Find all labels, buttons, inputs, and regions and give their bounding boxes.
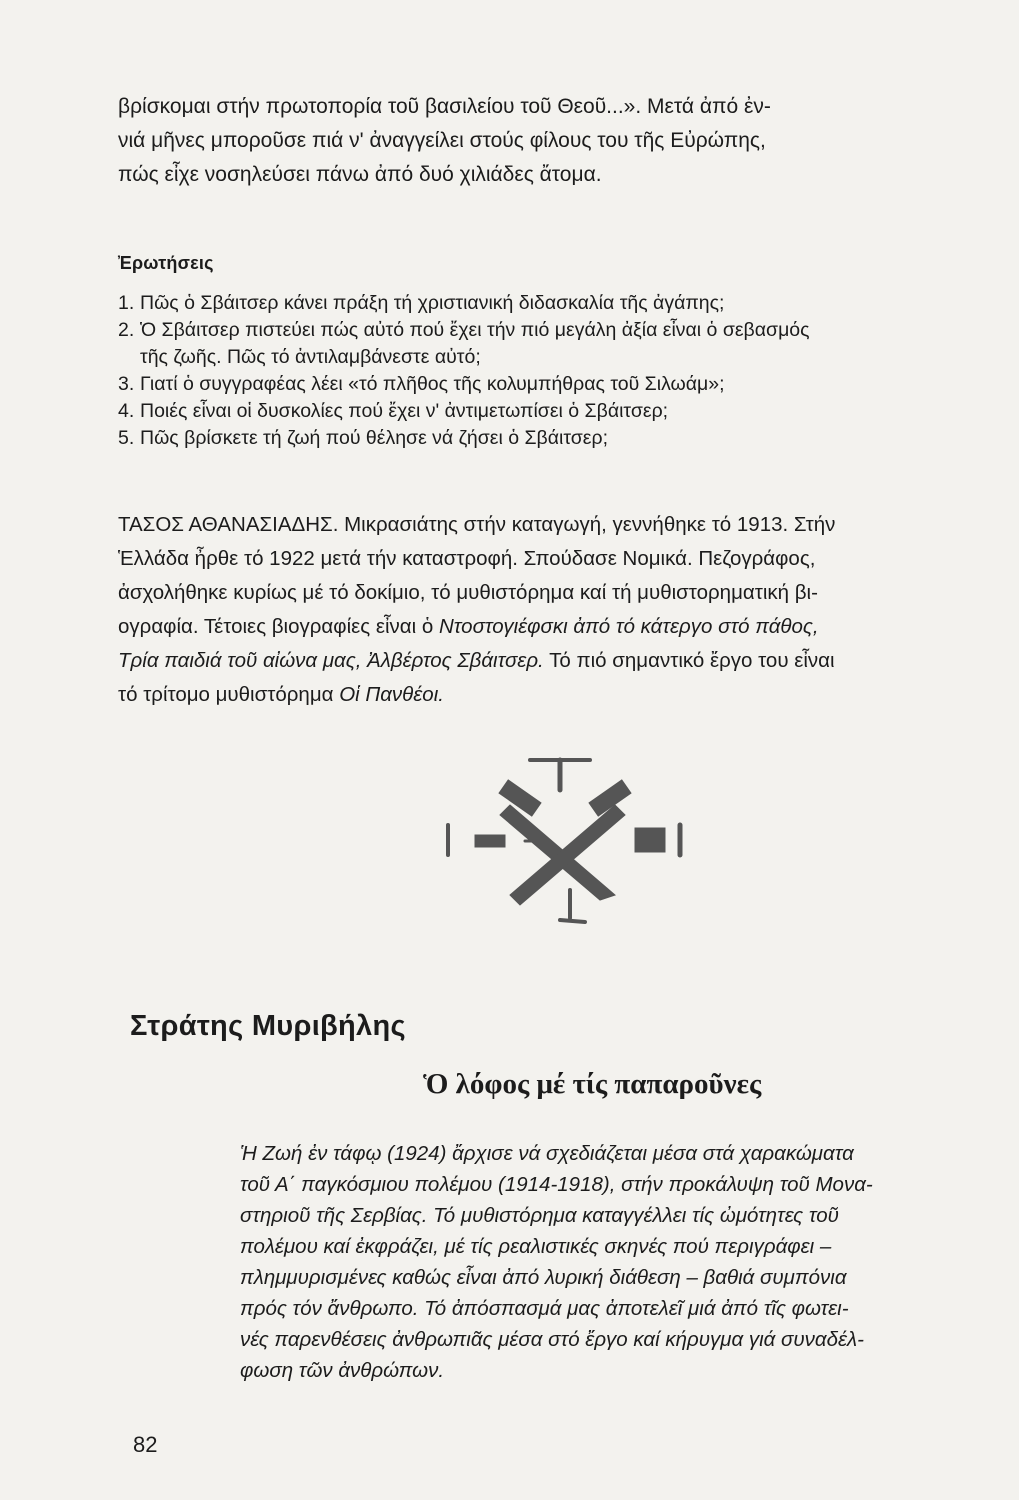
book-title: Τρία παιδιά τοῦ αἰώνα μας, Ἀλβέρτος Σβάιτσερ. [118, 649, 544, 672]
question-text: τῆς ζωῆς. Πῶς τό ἀντιλαμβάνεστε αὐτό; [140, 346, 481, 368]
text-line: πώς εἶχε νοσηλεύσει πάνω ἀπό δυό χιλιάδες ἄτομα. [118, 163, 602, 186]
question-text: Ποιές εἶναι οἱ δυσκολίες πού ἔχει ν' ἀντιμετωπίσει ὁ Σβάιτσερ; [140, 400, 669, 422]
bio-text: ογραφία. Τέτοιες βιογραφίες εἶναι ὁ [118, 615, 439, 638]
question-text: Πῶς βρίσκετε τή ζωή πού θέλησε νά ζήσει ὁ Σβάιτσερ; [140, 427, 608, 449]
text-line: νιά μῆνες μποροῦσε πιά ν' ἀναγγείλει στούς φίλους του τῆς Εὐρώπης, [118, 129, 766, 152]
book-title: Ντοστογιέφσκι ἀπό τό κάτεργο στό πάθος, [438, 615, 819, 638]
decorative-cross-ornament-icon [440, 750, 690, 930]
bio-text: τό τρίτομο μυθιστόρημα [118, 683, 340, 706]
page-number: 82 [133, 1432, 158, 1457]
question-number: 5. [118, 427, 135, 449]
bio-line [118, 678, 968, 712]
story-introduction [240, 1138, 980, 1386]
intro-line: στηριοῦ τῆς Σερβίας. Τό μυθιστόρημα καταγγέλλει τίς ὠμότητες τοῦ [240, 1204, 839, 1227]
question-item [118, 290, 968, 317]
author-name: Στράτης Μυριβήλης [130, 1010, 406, 1042]
intro-line: φωση τῶν ἀνθρώπων. [240, 1359, 445, 1382]
intro-line [240, 1138, 980, 1169]
question-item [118, 317, 968, 371]
book-title: Ἡ Ζωή ἐν τάφῳ [240, 1142, 382, 1165]
question-number: 4. [118, 400, 135, 422]
bio-text: Τό πιό σημαντικό ἔργο του εἶναι [543, 649, 835, 672]
intro-line: πρός τόν ἄνθρωπο. Τό ἀπόσπασμά μας ἀποτελεῖ μιά ἀπό τῖς φωτει- [240, 1297, 849, 1320]
intro-line: πλημμυρισμένες καθώς εἶναι ἀπό λυρική διάθεση – βαθιά συμπόνια [240, 1266, 847, 1289]
question-item [118, 398, 968, 425]
book-title: Οἱ Πανθέοι. [339, 683, 444, 706]
text-line: βρίσκομαι στήν πρωτοπορία τοῦ βασιλείου τοῦ Θεοῦ...». Μετά ἀπό ἐν- [118, 95, 771, 118]
question-text: Γιατί ὁ συγγραφέας λέει «τό πλῆθος τῆς κολυμπήθρας τοῦ Σιλωάμ»; [140, 373, 725, 395]
bio-line [118, 644, 968, 678]
question-item [118, 425, 968, 452]
question-item [118, 371, 968, 398]
question-number: 2. [118, 319, 135, 341]
intro-line: πολέμου καί ἐκφράζει, μέ τίς ρεαλιστικές σκηνές πού περιγράφει – [240, 1235, 832, 1258]
question-number: 1. [118, 292, 135, 314]
author-bio [118, 508, 968, 712]
intro-text: ἄρχισε νά σχεδιάζεται μέσα στά χαρακώματα [452, 1142, 854, 1165]
story-title: Ὁ λόφος μέ τίς παπαροῦνες [423, 1068, 762, 1100]
intro-line: τοῦ Α΄ παγκόσμιου πολέμου (1914-1918), στήν προκάλυψη τοῦ Μονα- [240, 1173, 873, 1196]
questions-list [118, 290, 968, 452]
bio-line: ΤΑΣΟΣ ΑΘΑΝΑΣΙΑΔΗΣ. Μικρασιάτης στήν καταγωγή, γεννήθηκε τό 1913. Στήν [118, 513, 836, 536]
question-number: 3. [118, 373, 135, 395]
intro-year: (1924) [381, 1142, 453, 1165]
question-text: Πῶς ὁ Σβάιτσερ κάνει πράξη τή χριστιανική διδασκαλία τῆς ἀγάπης; [140, 292, 725, 314]
bio-line: ἀσχολήθηκε κυρίως μέ τό δοκίμιο, τό μυθιστόρημα καί τή μυθιστορηματική βι- [118, 581, 818, 604]
intro-line: νές παρενθέσεις ἀνθρωπιᾶς μέσα στό ἔργο καί κήρυγμα γιά συναδέλ- [240, 1328, 864, 1351]
question-text: Ὁ Σβάιτσερ πιστεύει πώς αὐτό πού ἔχει τήν πιό μεγάλη ἀξία εἶναι ὁ σεβασμός [140, 319, 810, 341]
questions-heading: Ἐρωτήσεις [118, 253, 214, 273]
bio-line: Ἑλλάδα ἦρθε τό 1922 μετά τήν καταστροφή. Σπούδασε Νομικά. Πεζογράφος, [118, 547, 816, 570]
bio-line [118, 610, 968, 644]
intro-paragraph [118, 90, 968, 192]
